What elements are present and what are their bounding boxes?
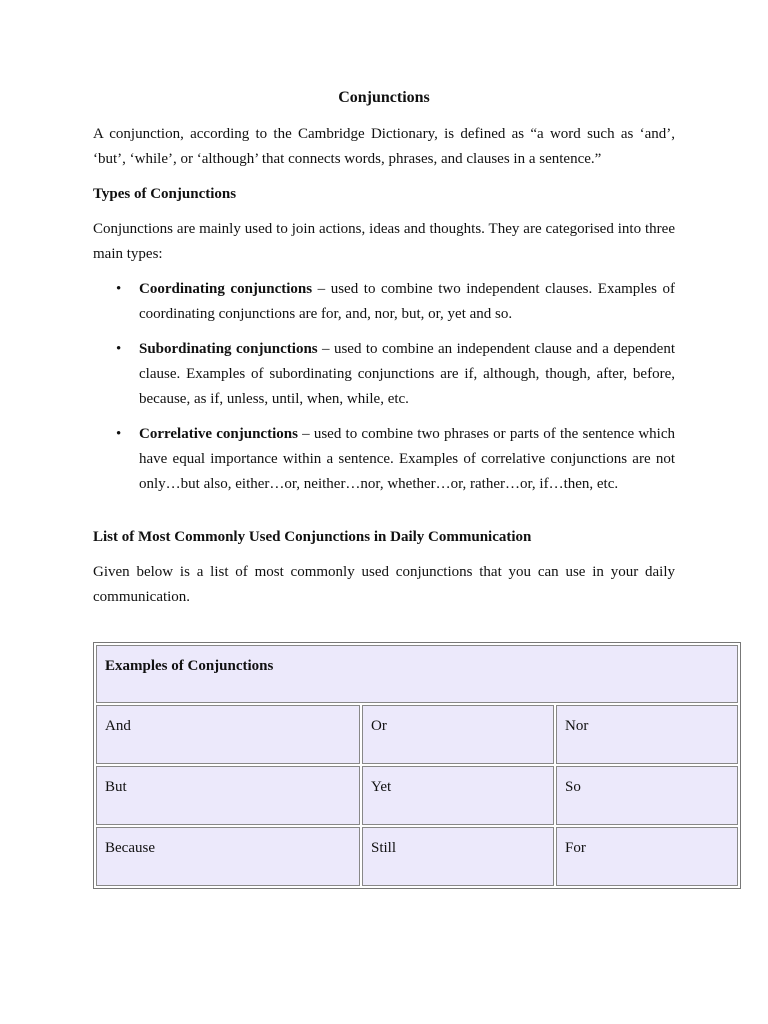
table-cell: Because (96, 827, 360, 886)
desc-correlative: – used to combine two phrases or parts of the sentence which have equal importance within a sentence. Examples of correlative conjunctions are not only…but also, either…or, neither…nor, whether…or, rather…or, if…then, etc. (139, 426, 675, 492)
table-cell: Or (362, 705, 554, 764)
table-cell: Nor (556, 705, 738, 764)
table-row (96, 766, 738, 825)
term-coordinating: Coordinating conjunctions (139, 281, 313, 297)
table-header-row (96, 645, 738, 703)
conjunctions-table (93, 642, 741, 889)
desc-subordinating: – used to combine an independent clause and a dependent clause. Examples of subordinating conjunctions are if, although, though, after, before, because, as if, unless, until, when, while, etc. (139, 341, 675, 407)
list-item-subordinating (116, 337, 675, 412)
table-cell: So (556, 766, 738, 825)
table-row (96, 705, 738, 764)
types-heading: Types of Conjunctions (93, 186, 237, 202)
table-header-cell: Examples of Conjunctions (96, 645, 738, 703)
bullet-icon: • (116, 341, 122, 357)
list-intro-paragraph: Given below is a list of most commonly used conjunctions that you can use in your daily communication. (93, 564, 675, 605)
table-cell: But (96, 766, 360, 825)
bullet-icon: • (116, 281, 122, 297)
types-intro-paragraph: Conjunctions are mainly used to join actions, ideas and thoughts. They are categorised into three main types: (93, 221, 675, 262)
table-row (96, 827, 738, 886)
intro-paragraph: A conjunction, according to the Cambridge Dictionary, is defined as “a word such as ‘and’, ‘but’, ‘while’, or ‘although’ that connects words, phrases, and clauses in a sentence.” (93, 126, 675, 167)
table-cell: For (556, 827, 738, 886)
conjunction-types-list (93, 277, 675, 497)
desc-coordinating: – used to combine two independent clauses. Examples of coordinating conjunctions are for, and, nor, but, or, yet and so. (139, 281, 675, 322)
table-cell: Still (362, 827, 554, 886)
bullet-icon: • (116, 426, 122, 442)
document-page (93, 86, 675, 625)
page-title: Conjunctions (338, 89, 430, 106)
term-subordinating: Subordinating conjunctions (139, 341, 318, 357)
list-heading: List of Most Commonly Used Conjunctions in Daily Communication (93, 529, 532, 545)
table-cell: Yet (362, 766, 554, 825)
table-cell: And (96, 705, 360, 764)
term-correlative: Correlative conjunctions (139, 426, 298, 442)
list-item-correlative (116, 422, 675, 497)
list-item-coordinating (116, 277, 675, 327)
